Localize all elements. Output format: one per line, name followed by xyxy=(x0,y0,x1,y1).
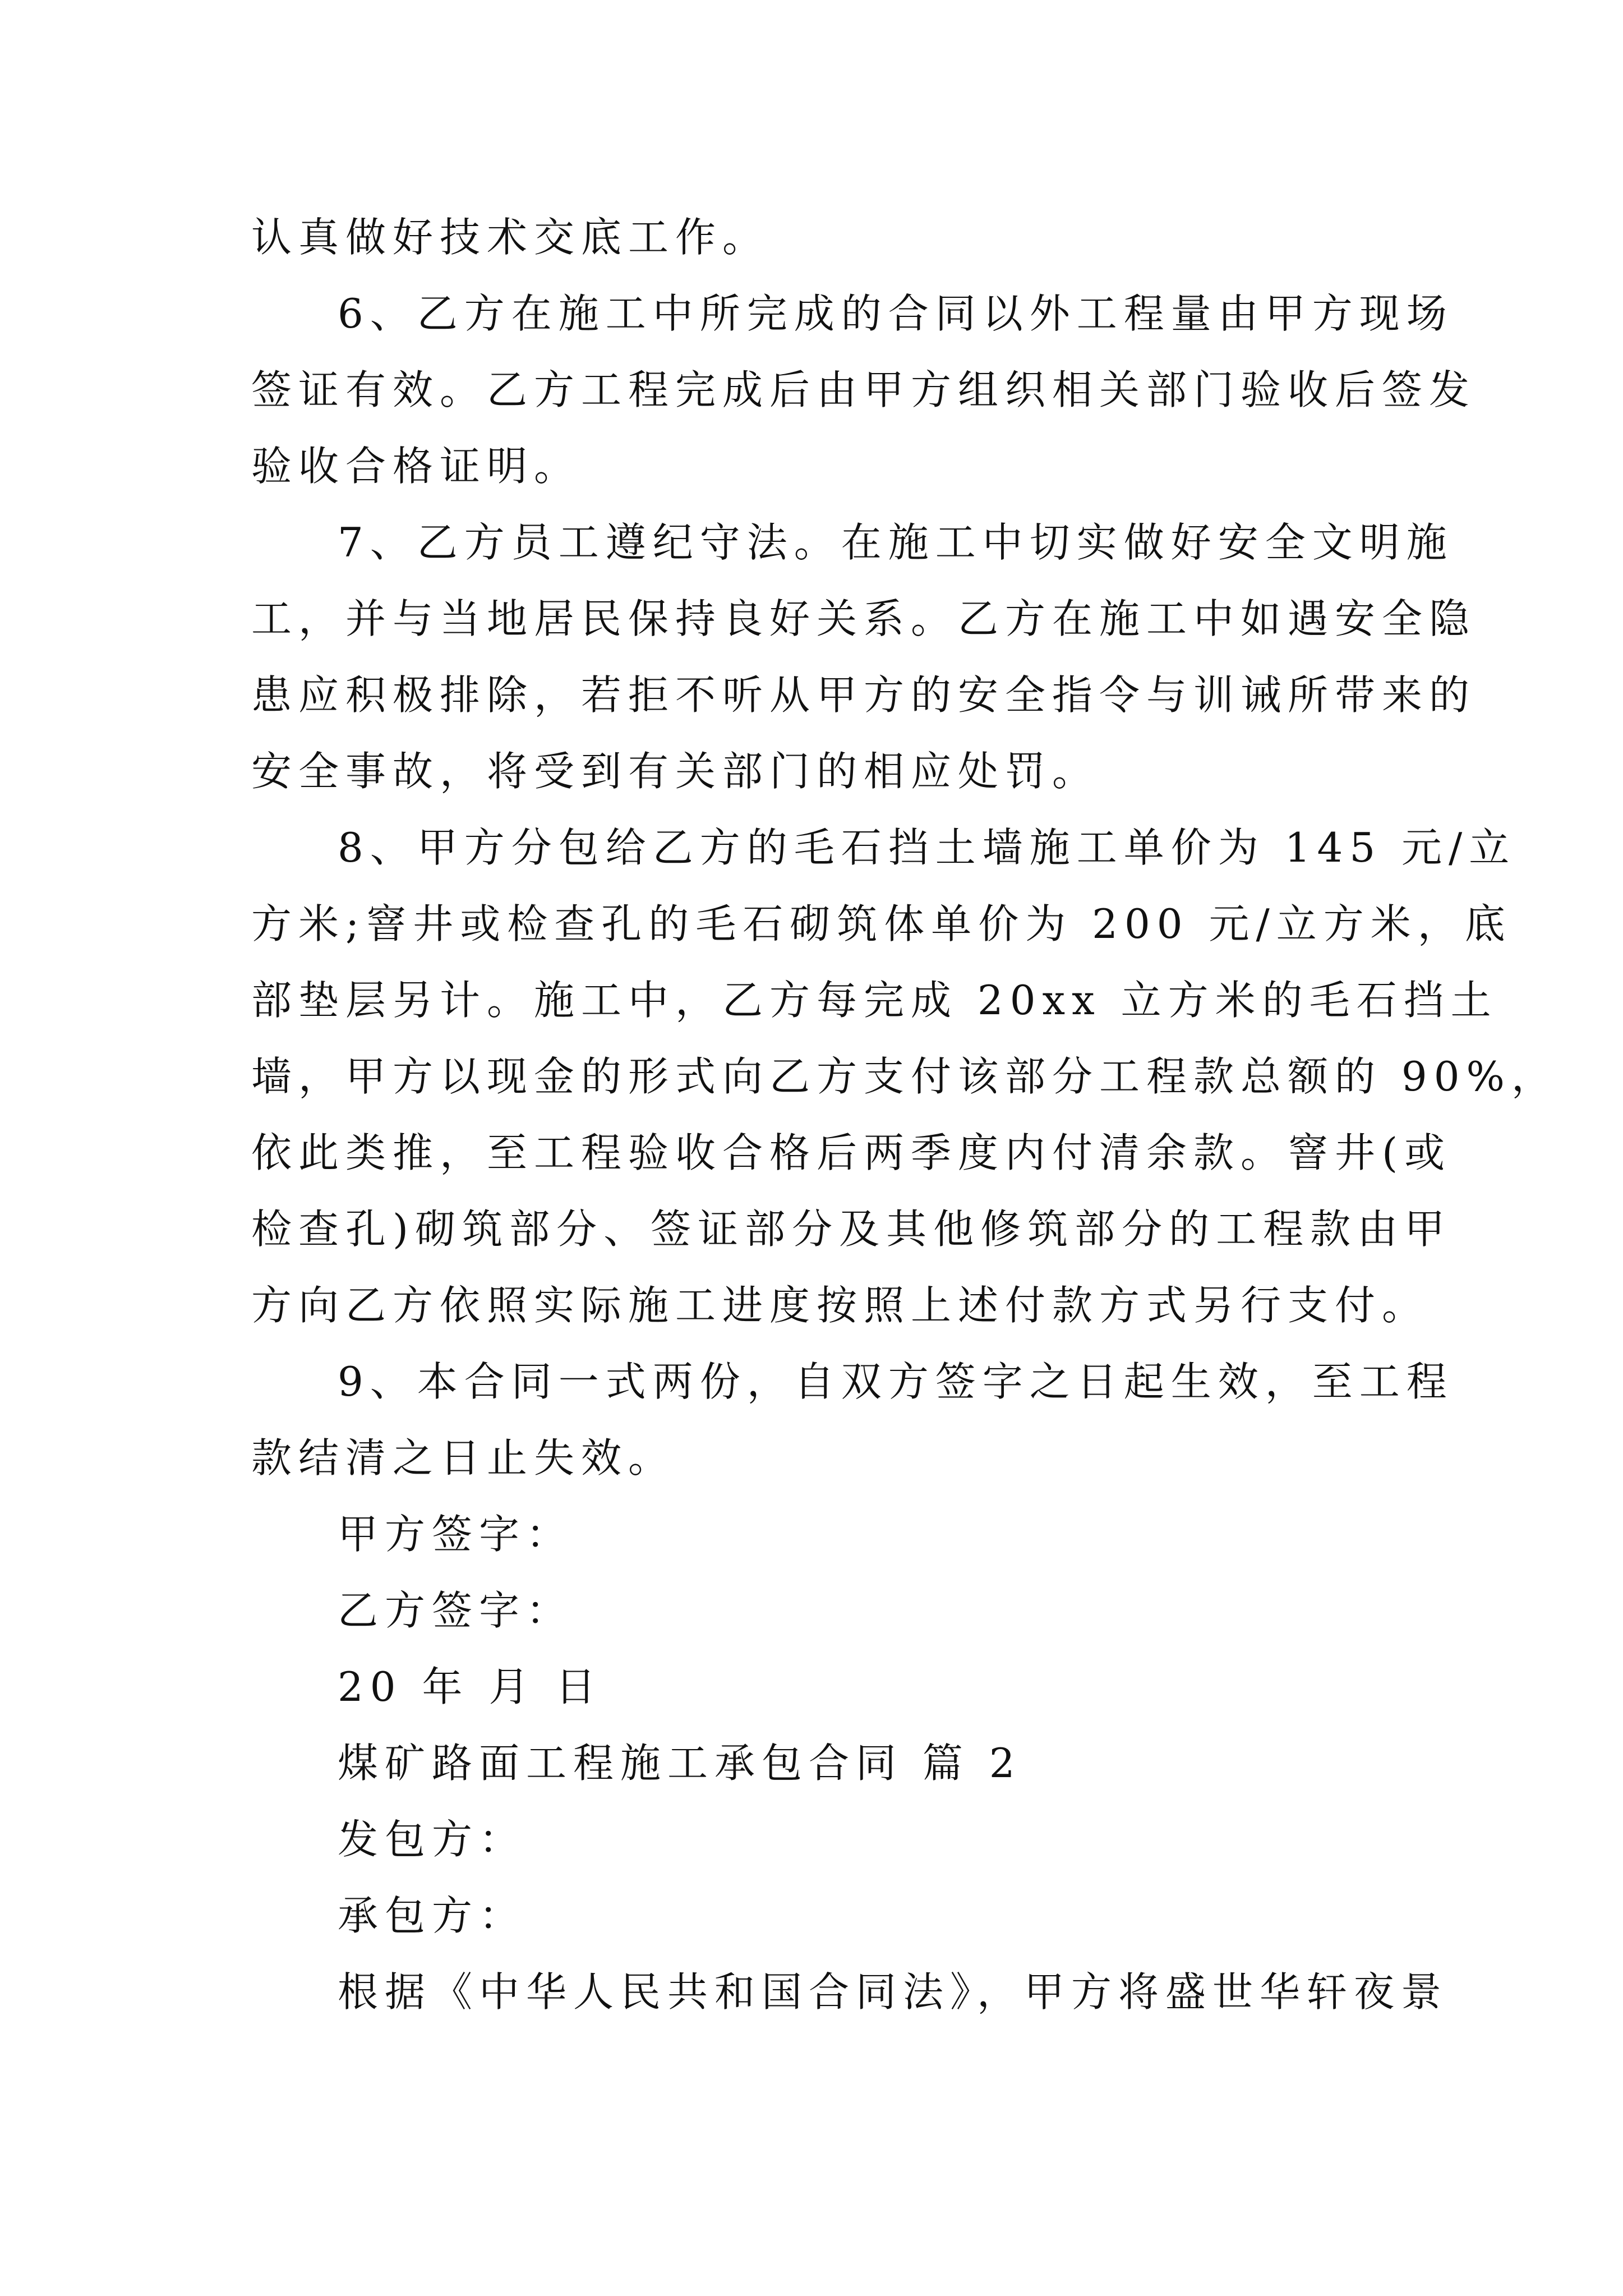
clause-6-line: 签证有效。乙方工程完成后由甲方组织相关部门验收后签发 xyxy=(251,366,1477,413)
clause-8-line: 墙，甲方以现金的形式向乙方支付该部分工程款总额的 90%， xyxy=(251,1053,1559,1100)
clause-8-line: 方向乙方依照实际施工进度按照上述付款方式另行支付。 xyxy=(251,1282,1430,1329)
employer-label: 发包方： xyxy=(338,1816,527,1863)
signature-date: 20 年 月 日 xyxy=(338,1663,603,1710)
clause-6-line: 验收合格证明。 xyxy=(251,443,582,490)
clause-7-line: 工，并与当地居民保持良好关系。乙方在施工中如遇安全隐 xyxy=(251,595,1477,642)
clause-7-line: 患应积极排除，若拒不听从甲方的安全指令与训诫所带来的 xyxy=(251,671,1477,719)
clause-8-line: 8、甲方分包给乙方的毛石挡土墙施工单价为 145 元/立 xyxy=(338,824,1516,871)
clause-8-line: 部垫层另计。施工中，乙方每完成 20xx 立方米的毛石挡土 xyxy=(251,977,1498,1024)
clause-8-line: 检查孔)砌筑部分、签证部分及其他修筑部分的工程款由甲 xyxy=(251,1205,1452,1253)
party-a-signature-label: 甲方签字： xyxy=(338,1511,574,1558)
clause-7-line: 7、乙方员工遵纪守法。在施工中切实做好安全文明施 xyxy=(338,519,1454,566)
contract-preamble-line: 根据《中华人民共和国合同法》，甲方将盛世华轩夜景 xyxy=(338,1968,1449,2016)
contractor-label: 承包方： xyxy=(338,1892,527,1939)
text-line: 认真做好技术交底工作。 xyxy=(251,214,770,261)
contract-heading: 煤矿路面工程施工承包合同 篇 2 xyxy=(338,1740,1022,1787)
clause-8-line: 依此类推，至工程验收合格后两季度内付清余款。窨井(或 xyxy=(251,1129,1452,1176)
party-b-signature-label: 乙方签字： xyxy=(338,1587,574,1634)
clause-9-line: 款结清之日止失效。 xyxy=(251,1434,676,1481)
clause-8-line: 方米;窨井或检查孔的毛石砌筑体单价为 200 元/立方米，底 xyxy=(251,900,1512,947)
clause-9-line: 9、本合同一式两份，自双方签字之日起生效，至工程 xyxy=(338,1358,1454,1405)
document-body xyxy=(251,199,1559,2030)
clause-7-line: 安全事故，将受到有关部门的相应处罚。 xyxy=(251,748,1100,795)
clause-6-line: 6、乙方在施工中所完成的合同以外工程量由甲方现场 xyxy=(338,290,1454,337)
